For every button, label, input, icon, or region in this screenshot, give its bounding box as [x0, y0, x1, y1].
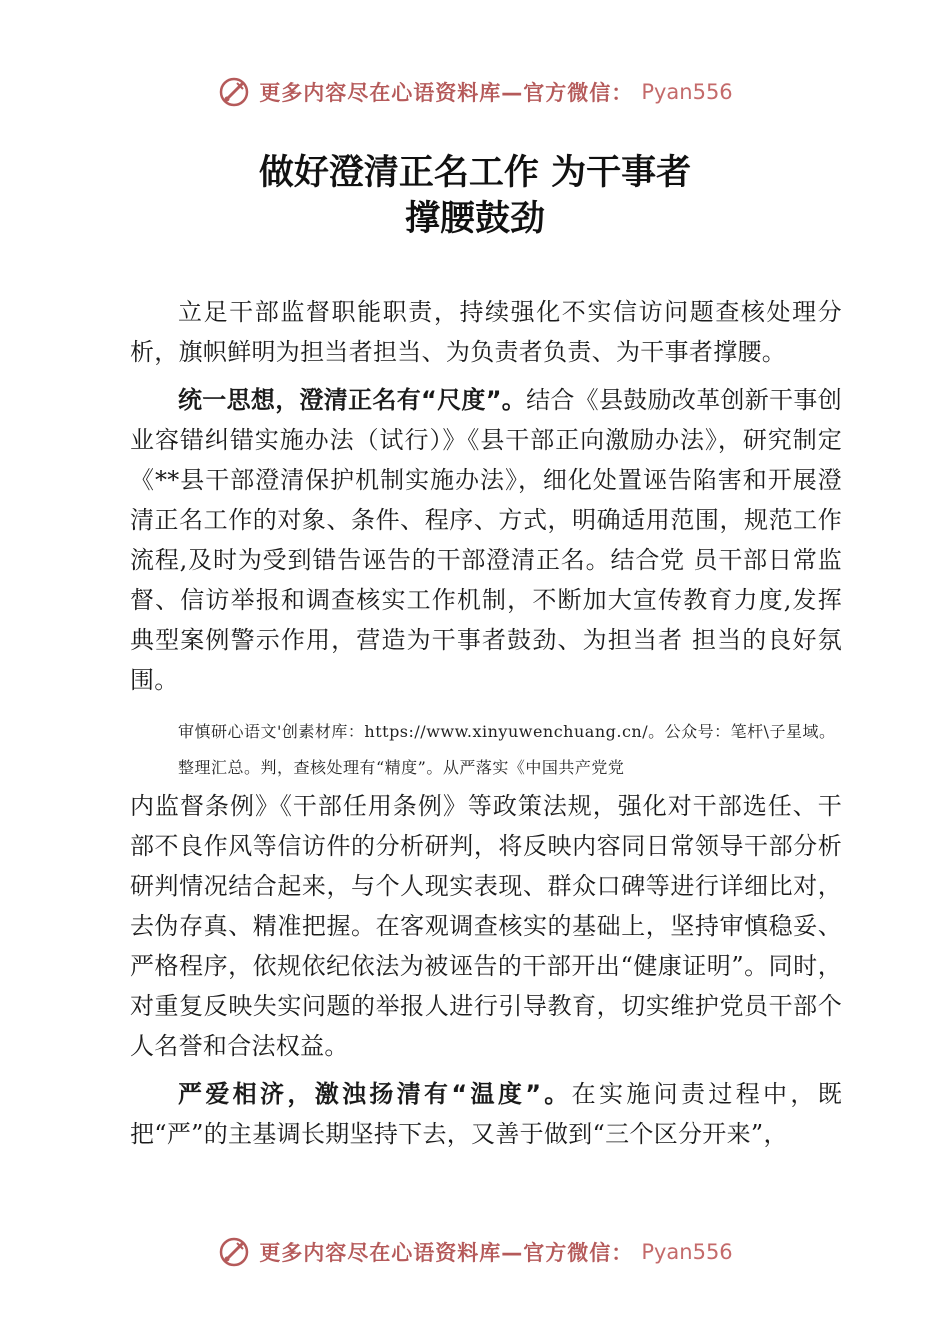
pen-seal-logo: [217, 75, 251, 109]
watermark-wechat-id: Pyan556: [641, 1240, 733, 1264]
intro-paragraph: 立足干部监督职能职责，持续强化不实信访问题查核处理分析，旗帜鲜明为担当者担当、为负责者负责、为干事者撑腰。: [130, 298, 842, 366]
watermark-header: [0, 72, 950, 112]
section1-paragraph: [130, 380, 842, 700]
section1-body: 结合《县鼓励改革创新干事创业容错纠错实施办法（试行）》《县干部正向激励办法》，研究制定《**县干部澄清保护机制实施办法》，细化处置诬告陷害和开展澄清正名工作的对象、条件、程序、方式，明确适用范围，规范工作流程,及时为受到错告诬告的干部澄清正名。结合党 员干部日常监督、信访举报和调查核实工作机制，不断加大宣传教育力度,发挥典型案例警示作用，营造为干事者鼓劲、为担当者 担当的良好氛围。: [130, 386, 842, 694]
section3-paragraph: [130, 1074, 842, 1154]
source-note-line-1: 审慎研心语文'创素材库：https://www.xinyuwenchuang.cn/。公众号：笔杆\子星域。: [178, 722, 836, 741]
title-line-1: 做好澄清正名工作 为干事者: [258, 152, 692, 193]
pen-seal-logo: [217, 1235, 251, 1269]
watermark-text: 更多内容尽在心语资料库—官方微信：: [259, 1241, 634, 1265]
title-line-2: 撑腰鼓劲: [404, 198, 545, 239]
section3-heading: 严爱相济，激浊扬清有“温度”。: [178, 1080, 572, 1108]
section1-heading: 统一思想，澄清正名有“尺度”。: [178, 386, 527, 414]
section3-body: 在实施问责过程中，既把“严”的主基调长期坚持下去，又善于做到“三个区分开来”，: [130, 1080, 843, 1148]
watermark-text: 更多内容尽在心语资料库—官方微信：: [259, 81, 634, 105]
source-note-line-2: 整理汇总。判，查核处理有“精度”。从严落实《中国共产党党: [178, 758, 625, 777]
section2-paragraph: 内监督条例》《干部任用条例》等政策法规，强化对干部选任、干部不良作风等信访件的分析研判，将反映内容同日常领导干部分析研判情况结合起来，与个人现实表现、群众口碑等进行详细比对，去伪存真、精准把握。在客观调查核实的基础上，坚持审慎稳妥、严格程序，依规依纪依法为被诬告的干部开出“健康证明”。同时，对重复反映失实问题的举报人进行引导教育，切实维护党员干部个人名誉和合法权益。: [130, 792, 842, 1060]
document-body: [130, 292, 842, 1154]
document-title: [0, 150, 950, 242]
watermark-wechat-id: Pyan556: [641, 80, 733, 104]
watermark-footer: [0, 1232, 950, 1272]
